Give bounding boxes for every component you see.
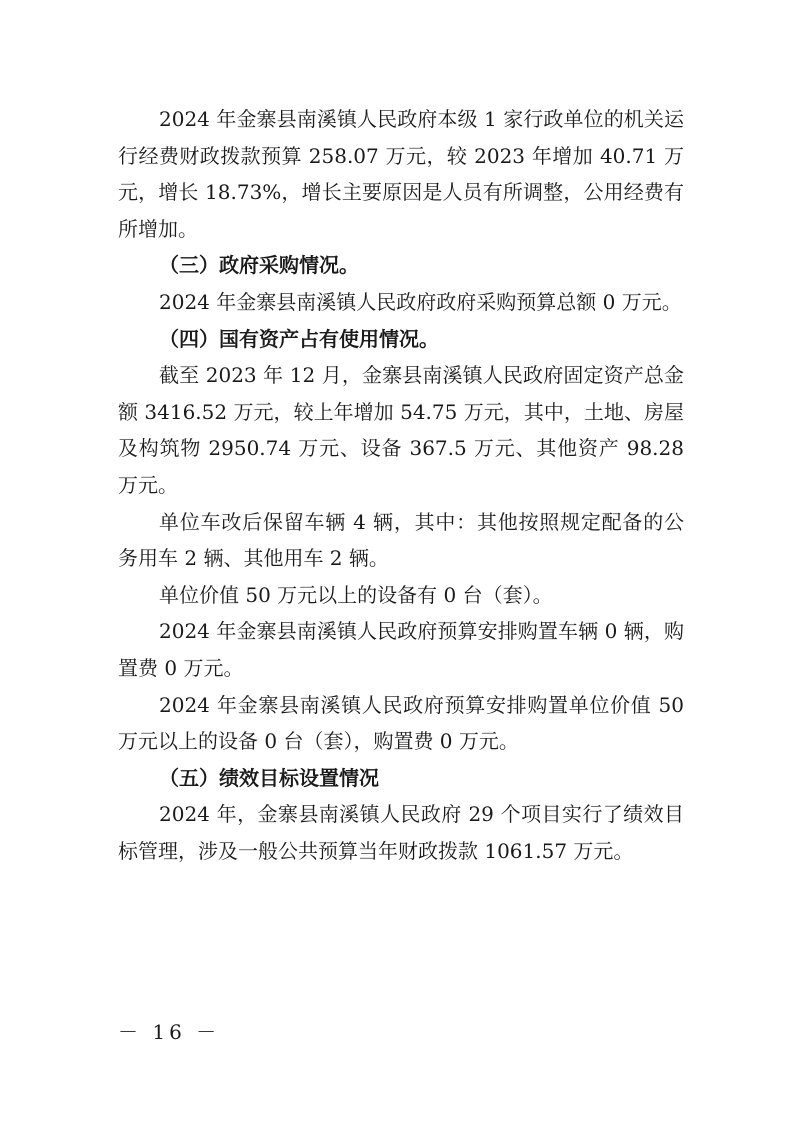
section-heading-procurement: （三）政府采购情况。 [159, 253, 359, 278]
paragraph-fixed-assets: 截至 2023 年 12 月，金寨县南溪镇人民政府固定资产总金额 3416.52 万元，较上年增加 54.75 万元，其中，土地、房屋及构筑物 2950.74 万元、设备 367.5 万元、其他资产 98.28 万元。 [118, 363, 684, 497]
paragraph-performance: 2024 年，金寨县南溪镇人民政府 29 个项目实行了绩效目标管理，涉及一般公共预算当年财政拨款 1061.57 万元。 [118, 802, 684, 863]
paragraph-equipment-over-50: 单位价值 50 万元以上的设备有 0 台（套）。 [159, 582, 553, 607]
paragraph-procurement: 2024 年金寨县南溪镇人民政府政府采购预算总额 0 万元。 [159, 289, 682, 314]
paragraph-equipment-purchase: 2024 年金寨县南溪镇人民政府预算安排购置单位价值 50 万元以上的设备 0 台（套），购置费 0 万元。 [118, 692, 684, 754]
page-body [118, 101, 684, 869]
section-heading-state-assets: （四）国有资产占有使用情况。 [159, 326, 439, 351]
paragraph-vehicle-purchase: 2024 年金寨县南溪镇人民政府预算安排购置车辆 0 辆，购置费 0 万元。 [118, 619, 684, 680]
page-number: － 16 － [118, 1020, 221, 1044]
section-heading-performance: （五）绩效目标设置情况 [159, 765, 379, 790]
paragraph-vehicles: 单位车改后保留车辆 4 辆，其中：其他按照规定配备的公务用车 2 辆、其他用车 2 辆。 [118, 509, 684, 571]
paragraph-operating-expenses: 2024 年金寨县南溪镇人民政府本级 1 家行政单位的机关运行经费财政拨款预算 258.07 万元，较 2023 年增加 40.71 万元，增长 18.73%，增长主要原因是人员有所调整，公用经费有所增加。 [118, 107, 684, 241]
